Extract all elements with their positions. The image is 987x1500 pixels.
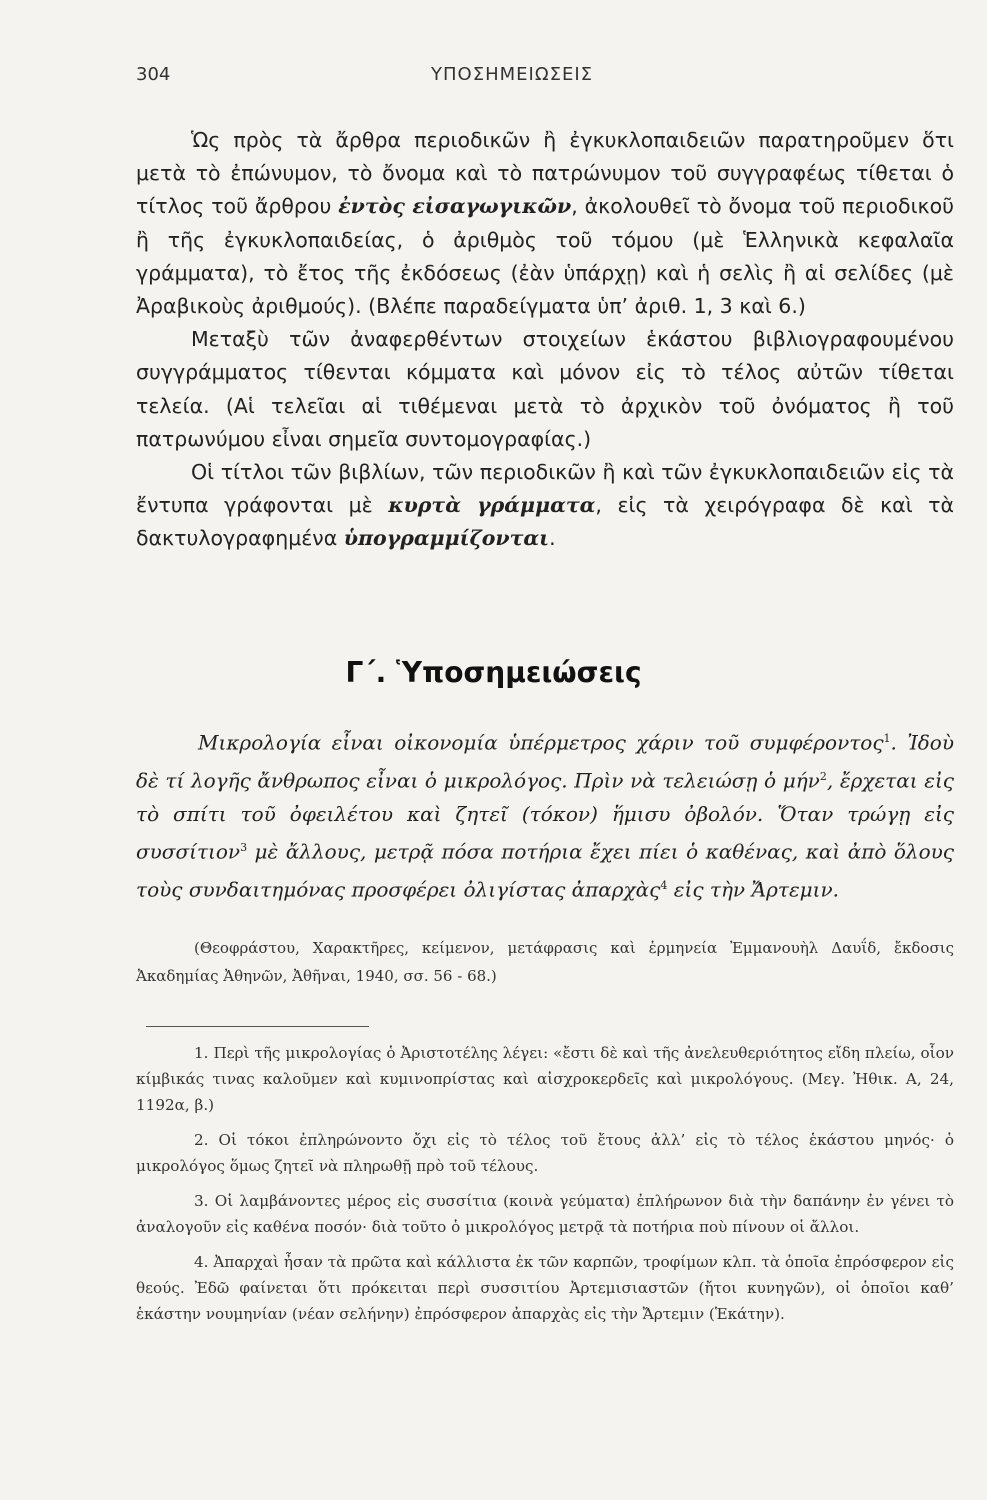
footnotes [136,1040,954,1336]
quote-source: (Θεοφράστου, Χαρακτῆρες, κείμενον, μετάφρασις καὶ ἑρμηνεία Ἐμμανουὴλ Δαυΐδ, ἔκδοσις Ἀκαδημίας Ἀθηνῶν, Ἀθῆναι, 1940, σσ. 56 - 68.) [136,939,954,985]
theophrastus-quote: Μικρολογία εἶναι οἰκονομία ὑπέρμετρος χάριν τοῦ συμφέροντος$^1$. Ἰδοὺ δὲ τί λογῆς ἄνθρωπος εἶναι ὁ μικρολόγος. Πρὶν νὰ τελειώσῃ ὁ μήν$^2$, ἔρχεται εἰς τὸ σπίτι τοῦ ὀφειλέτου καὶ ζητεῖ (τόκον) ἥμισυ ὀβολόν. Ὅταν τρώγῃ εἰς συσσίτιον$^3$ μὲ ἄλλους, μετρᾷ πόσα ποτήρια ἔχει πίει ὁ καθένας, καὶ ἀπὸ ὅλους τοὺς συνδαιτημόνας προσφέρει ὀλιγίστας ἀπαρχὰς$^4$ εἰς τὴν Ἄρτεμιν. [136,730,954,902]
intro-text [136,124,954,556]
footnote-divider [146,1026,369,1027]
running-title: ΥΠΟΣΗΜΕΙΩΣΕΙΣ [431,64,594,85]
intro-paragraph-3: Οἱ τίτλοι τῶν βιβλίων, τῶν περιοδικῶν ἢ καὶ τῶν ἐγκυκλοπαιδειῶν εἰς τὰ ἔντυπα γράφονται μὲ κυρτὰ γράμματα, εἰς τὰ χειρόγραφα δὲ καὶ τὰ δακτυλογραφημένα ὑπογραμμίζονται. [136,460,954,551]
footnote-1: 1. Περὶ τῆς μικρολογίας ὁ Ἀριστοτέλης λέγει: «ἔστι δὲ καὶ τῆς ἀνελευθεριότητος εἴδη πλείω, οἷον κίμβικάς τινας καλοῦμεν καὶ κυμινοπρίστας καὶ αἰσχροκερδεῖς καὶ μικρολόγους. (Μεγ. Ἠθικ. Α, 24, 1192α, β.) [136,1044,954,1114]
footnote-ref-2: 2 [819,769,827,783]
footnote-4: 4. Ἀπαρχαὶ ἦσαν τὰ πρῶτα καὶ κάλλιστα ἐκ τῶν καρπῶν, τροφίμων κλπ. τὰ ὁποῖα ἐπρόσφερον εἰς θεούς. Ἐδῶ φαίνεται ὅτι πρόκειται περὶ συσσιτίου Ἀρτεμισιαστῶν (ἤτοι κυνηγῶν), οἱ ὁποῖοι καθ’ ἑκάστην νουμηνίαν (νέαν σελήνην) ἐπρόσφερον ἀπαρχὰς εἰς τὴν Ἄρτεμιν (Ἑκάτην). [136,1253,954,1323]
page-header [136,64,936,94]
section-heading: Γ΄. Ὑποσημειώσεις [345,656,642,689]
footnote-ref-1: 1 [883,732,891,745]
intro-paragraph-2: Μεταξὺ τῶν ἀναφερθέντων στοιχείων ἑκάστου βιβλιογραφουμένου συγγράμματος τίθενται κόμματα καὶ μόνον εἰς τὸ τέλος αὐτῶν τίθεται τελεία. (Αἱ τελεῖαι αἱ τιθέμεναι μετὰ τὸ ἀρχικὸν τοῦ ὀνόματος ἢ τοῦ πατρωνύμου εἶναι σημεῖα συντομογραφίας.) [136,327,954,451]
footnote-ref-4: 4 [660,878,668,892]
footnote-ref-3: 3 [240,840,248,854]
intro-paragraph-1: Ὡς πρὸς τὰ ἄρθρα περιοδικῶν ἢ ἐγκυκλοπαιδειῶν παρατηροῦμεν ὅτι μετὰ τὸ ἐπώνυμον, τὸ ὄνομα καὶ τὸ πατρώνυμον τοῦ συγγραφέως τίθεται ὁ τίτλος τοῦ ἄρθρου ἐντὸς εἰσαγωγικῶν, ἀκολουθεῖ τὸ ὄνομα τοῦ περιοδικοῦ ἢ τῆς ἐγκυκλοπαιδείας, ὁ ἀριθμὸς τοῦ τόμου (μὲ Ἑλληνικὰ κεφαλαῖα γράμματα), τὸ ἔτος τῆς ἐκδόσεως (ἐὰν ὑπάρχῃ) καὶ ἡ σελὶς ἢ αἱ σελίδες (μὲ Ἀραβικοὺς ἀριθμούς). (Βλέπε παραδείγματα ὑπ’ ἀριθ. 1, 3 καὶ 6.) [136,128,954,319]
page-number: 304 [136,64,171,85]
footnote-3: 3. Οἱ λαμβάνοντες μέρος εἰς συσσίτια (κοινὰ γεύματα) ἐπλήρωνον διὰ τὴν δαπάνην ἐν γένει τὸ ἀναλογοῦν εἰς καθένα ποσόν· διὰ τοῦτο ὁ μικρολόγος μετρᾷ τὰ ποτήρια ποὺ πίνουν οἱ ἄλλοι. [136,1192,954,1236]
footnote-2: 2. Οἱ τόκοι ἐπληρώνοντο ὄχι εἰς τὸ τέλος τοῦ ἔτους ἀλλ’ εἰς τὸ τέλος ἑκάστου μηνός· ὁ μικρολόγος ὅμως ζητεῖ νὰ πληρωθῇ πρὸ τοῦ τέλους. [136,1131,954,1175]
